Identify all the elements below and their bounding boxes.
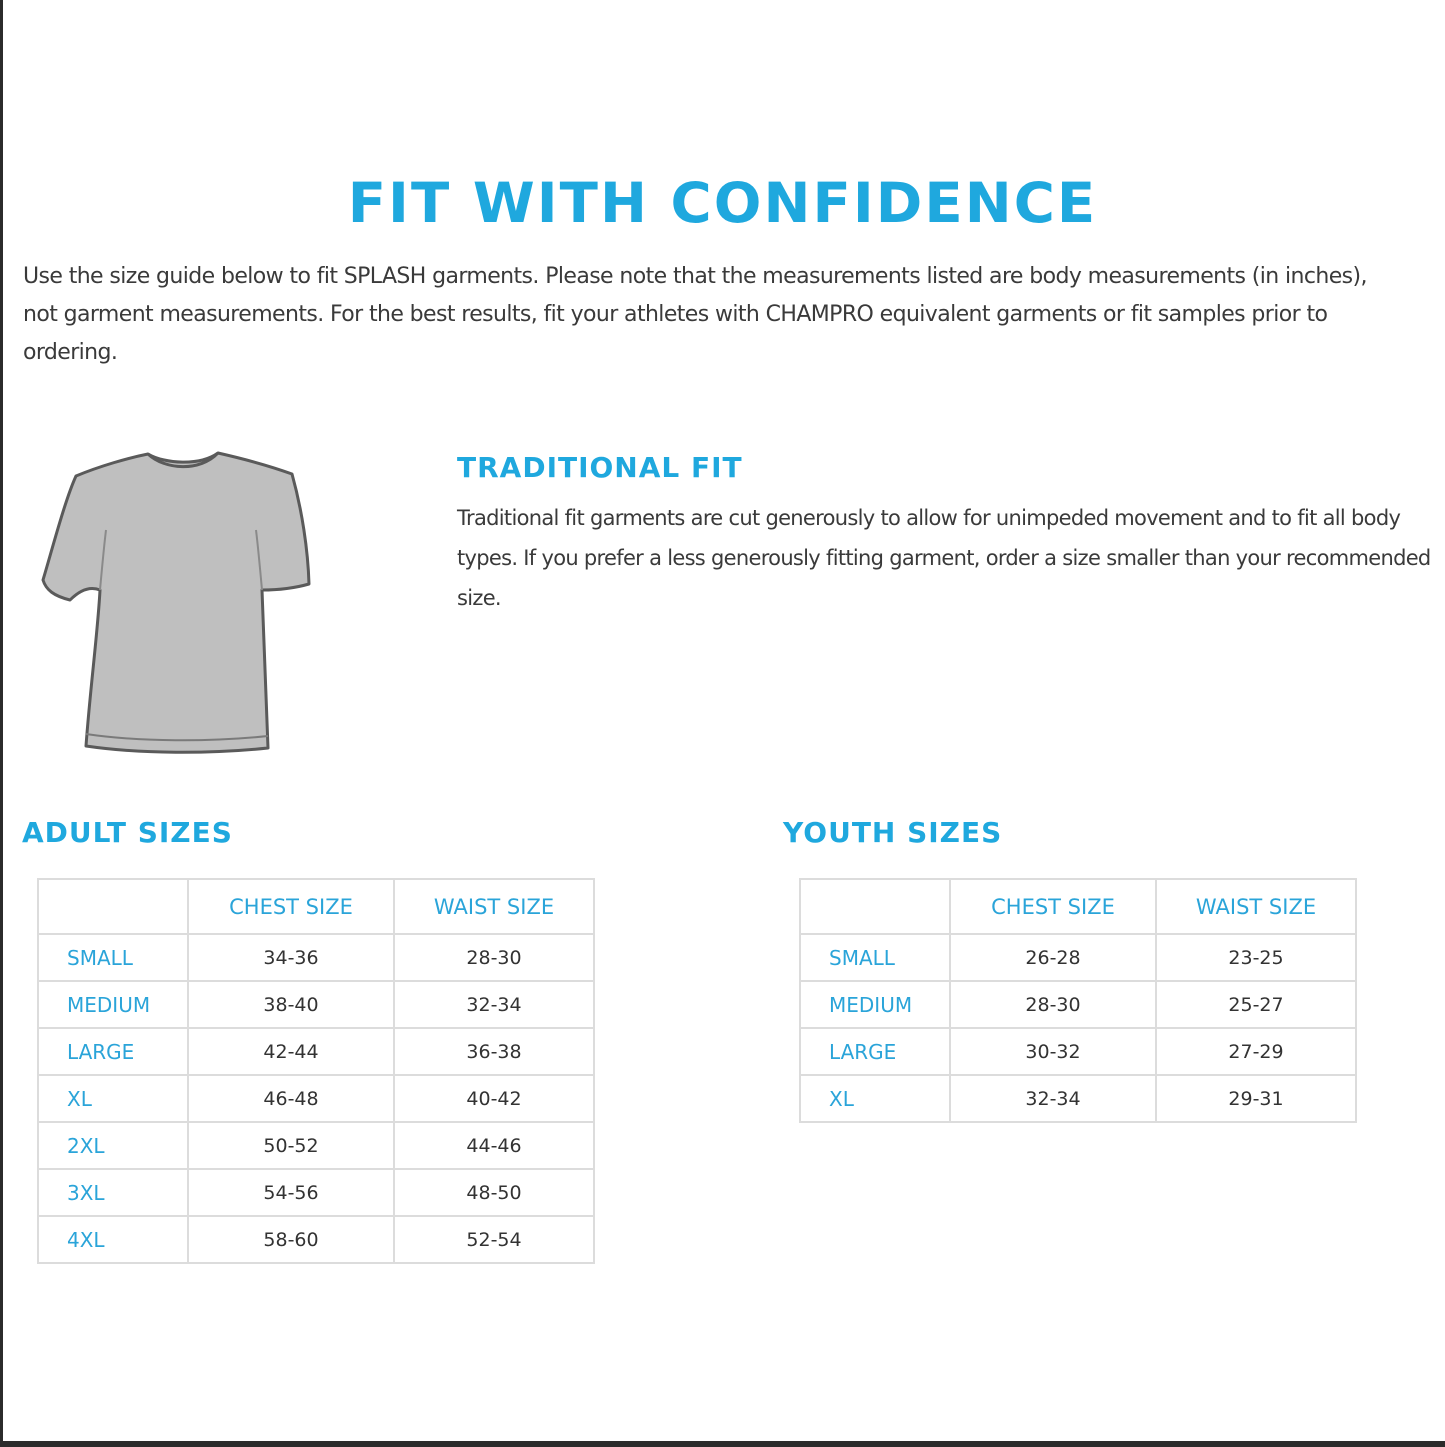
table-row xyxy=(800,1028,1356,1075)
table-row xyxy=(38,1028,594,1075)
size-label: SMALL xyxy=(800,934,950,981)
chest-value: 30-32 xyxy=(950,1028,1156,1075)
youth-size-table xyxy=(799,878,1357,1123)
table-row xyxy=(38,1075,594,1122)
size-label: 3XL xyxy=(38,1169,188,1216)
frame-bottom-edge xyxy=(0,1441,1445,1447)
adult-size-table xyxy=(37,878,595,1264)
chest-value: 50-52 xyxy=(188,1122,394,1169)
t-shirt-icon xyxy=(40,450,312,756)
chest-value: 38-40 xyxy=(188,981,394,1028)
waist-value: 25-27 xyxy=(1156,981,1356,1028)
size-label: SMALL xyxy=(38,934,188,981)
table-header-row xyxy=(800,879,1356,934)
waist-value: 27-29 xyxy=(1156,1028,1356,1075)
size-label: XL xyxy=(38,1075,188,1122)
chest-value: 34-36 xyxy=(188,934,394,981)
intro-paragraph: Use the size guide below to fit SPLASH garments. Please note that the measurements listed are body measurements (in inches), not garment measurements. For the best results, fit your athletes with CHAMPRO equivalent garments or fit samples prior to ordering. xyxy=(23,264,1367,365)
waist-value: 40-42 xyxy=(394,1075,594,1122)
waist-value: 29-31 xyxy=(1156,1075,1356,1122)
table-row xyxy=(38,981,594,1028)
adult-sizes-heading: ADULT SIZES xyxy=(22,816,233,849)
size-label: MEDIUM xyxy=(800,981,950,1028)
chest-value: 46-48 xyxy=(188,1075,394,1122)
size-label: LARGE xyxy=(38,1028,188,1075)
chest-value: 28-30 xyxy=(950,981,1156,1028)
chest-value: 26-28 xyxy=(950,934,1156,981)
size-label: 4XL xyxy=(38,1216,188,1263)
table-row xyxy=(800,981,1356,1028)
header-waist-size: WAIST SIZE xyxy=(394,879,594,934)
traditional-fit-description: Traditional fit garments are cut generously to allow for unimpeded movement and to fit all body types. If you prefer a less generously fitting garment, order a size smaller than your recommended size. xyxy=(457,506,1431,610)
waist-value: 23-25 xyxy=(1156,934,1356,981)
header-cell-empty xyxy=(800,879,950,934)
traditional-fit-heading: TRADITIONAL FIT xyxy=(457,451,743,484)
waist-value: 28-30 xyxy=(394,934,594,981)
size-label: LARGE xyxy=(800,1028,950,1075)
waist-value: 44-46 xyxy=(394,1122,594,1169)
header-chest-size: CHEST SIZE xyxy=(950,879,1156,934)
waist-value: 52-54 xyxy=(394,1216,594,1263)
size-label: 2XL xyxy=(38,1122,188,1169)
table-row xyxy=(38,1169,594,1216)
table-row xyxy=(800,1075,1356,1122)
table-row xyxy=(38,934,594,981)
header-waist-size: WAIST SIZE xyxy=(1156,879,1356,934)
chest-value: 42-44 xyxy=(188,1028,394,1075)
header-cell-empty xyxy=(38,879,188,934)
waist-value: 48-50 xyxy=(394,1169,594,1216)
size-label: XL xyxy=(800,1075,950,1122)
page-title: FIT WITH CONFIDENCE xyxy=(347,171,1098,235)
chest-value: 32-34 xyxy=(950,1075,1156,1122)
waist-value: 32-34 xyxy=(394,981,594,1028)
header-chest-size: CHEST SIZE xyxy=(188,879,394,934)
table-row xyxy=(800,934,1356,981)
size-label: MEDIUM xyxy=(38,981,188,1028)
table-row xyxy=(38,1216,594,1263)
table-header-row xyxy=(38,879,594,934)
table-row xyxy=(38,1122,594,1169)
chest-value: 58-60 xyxy=(188,1216,394,1263)
waist-value: 36-38 xyxy=(394,1028,594,1075)
chest-value: 54-56 xyxy=(188,1169,394,1216)
youth-sizes-heading: YOUTH SIZES xyxy=(783,816,1003,849)
